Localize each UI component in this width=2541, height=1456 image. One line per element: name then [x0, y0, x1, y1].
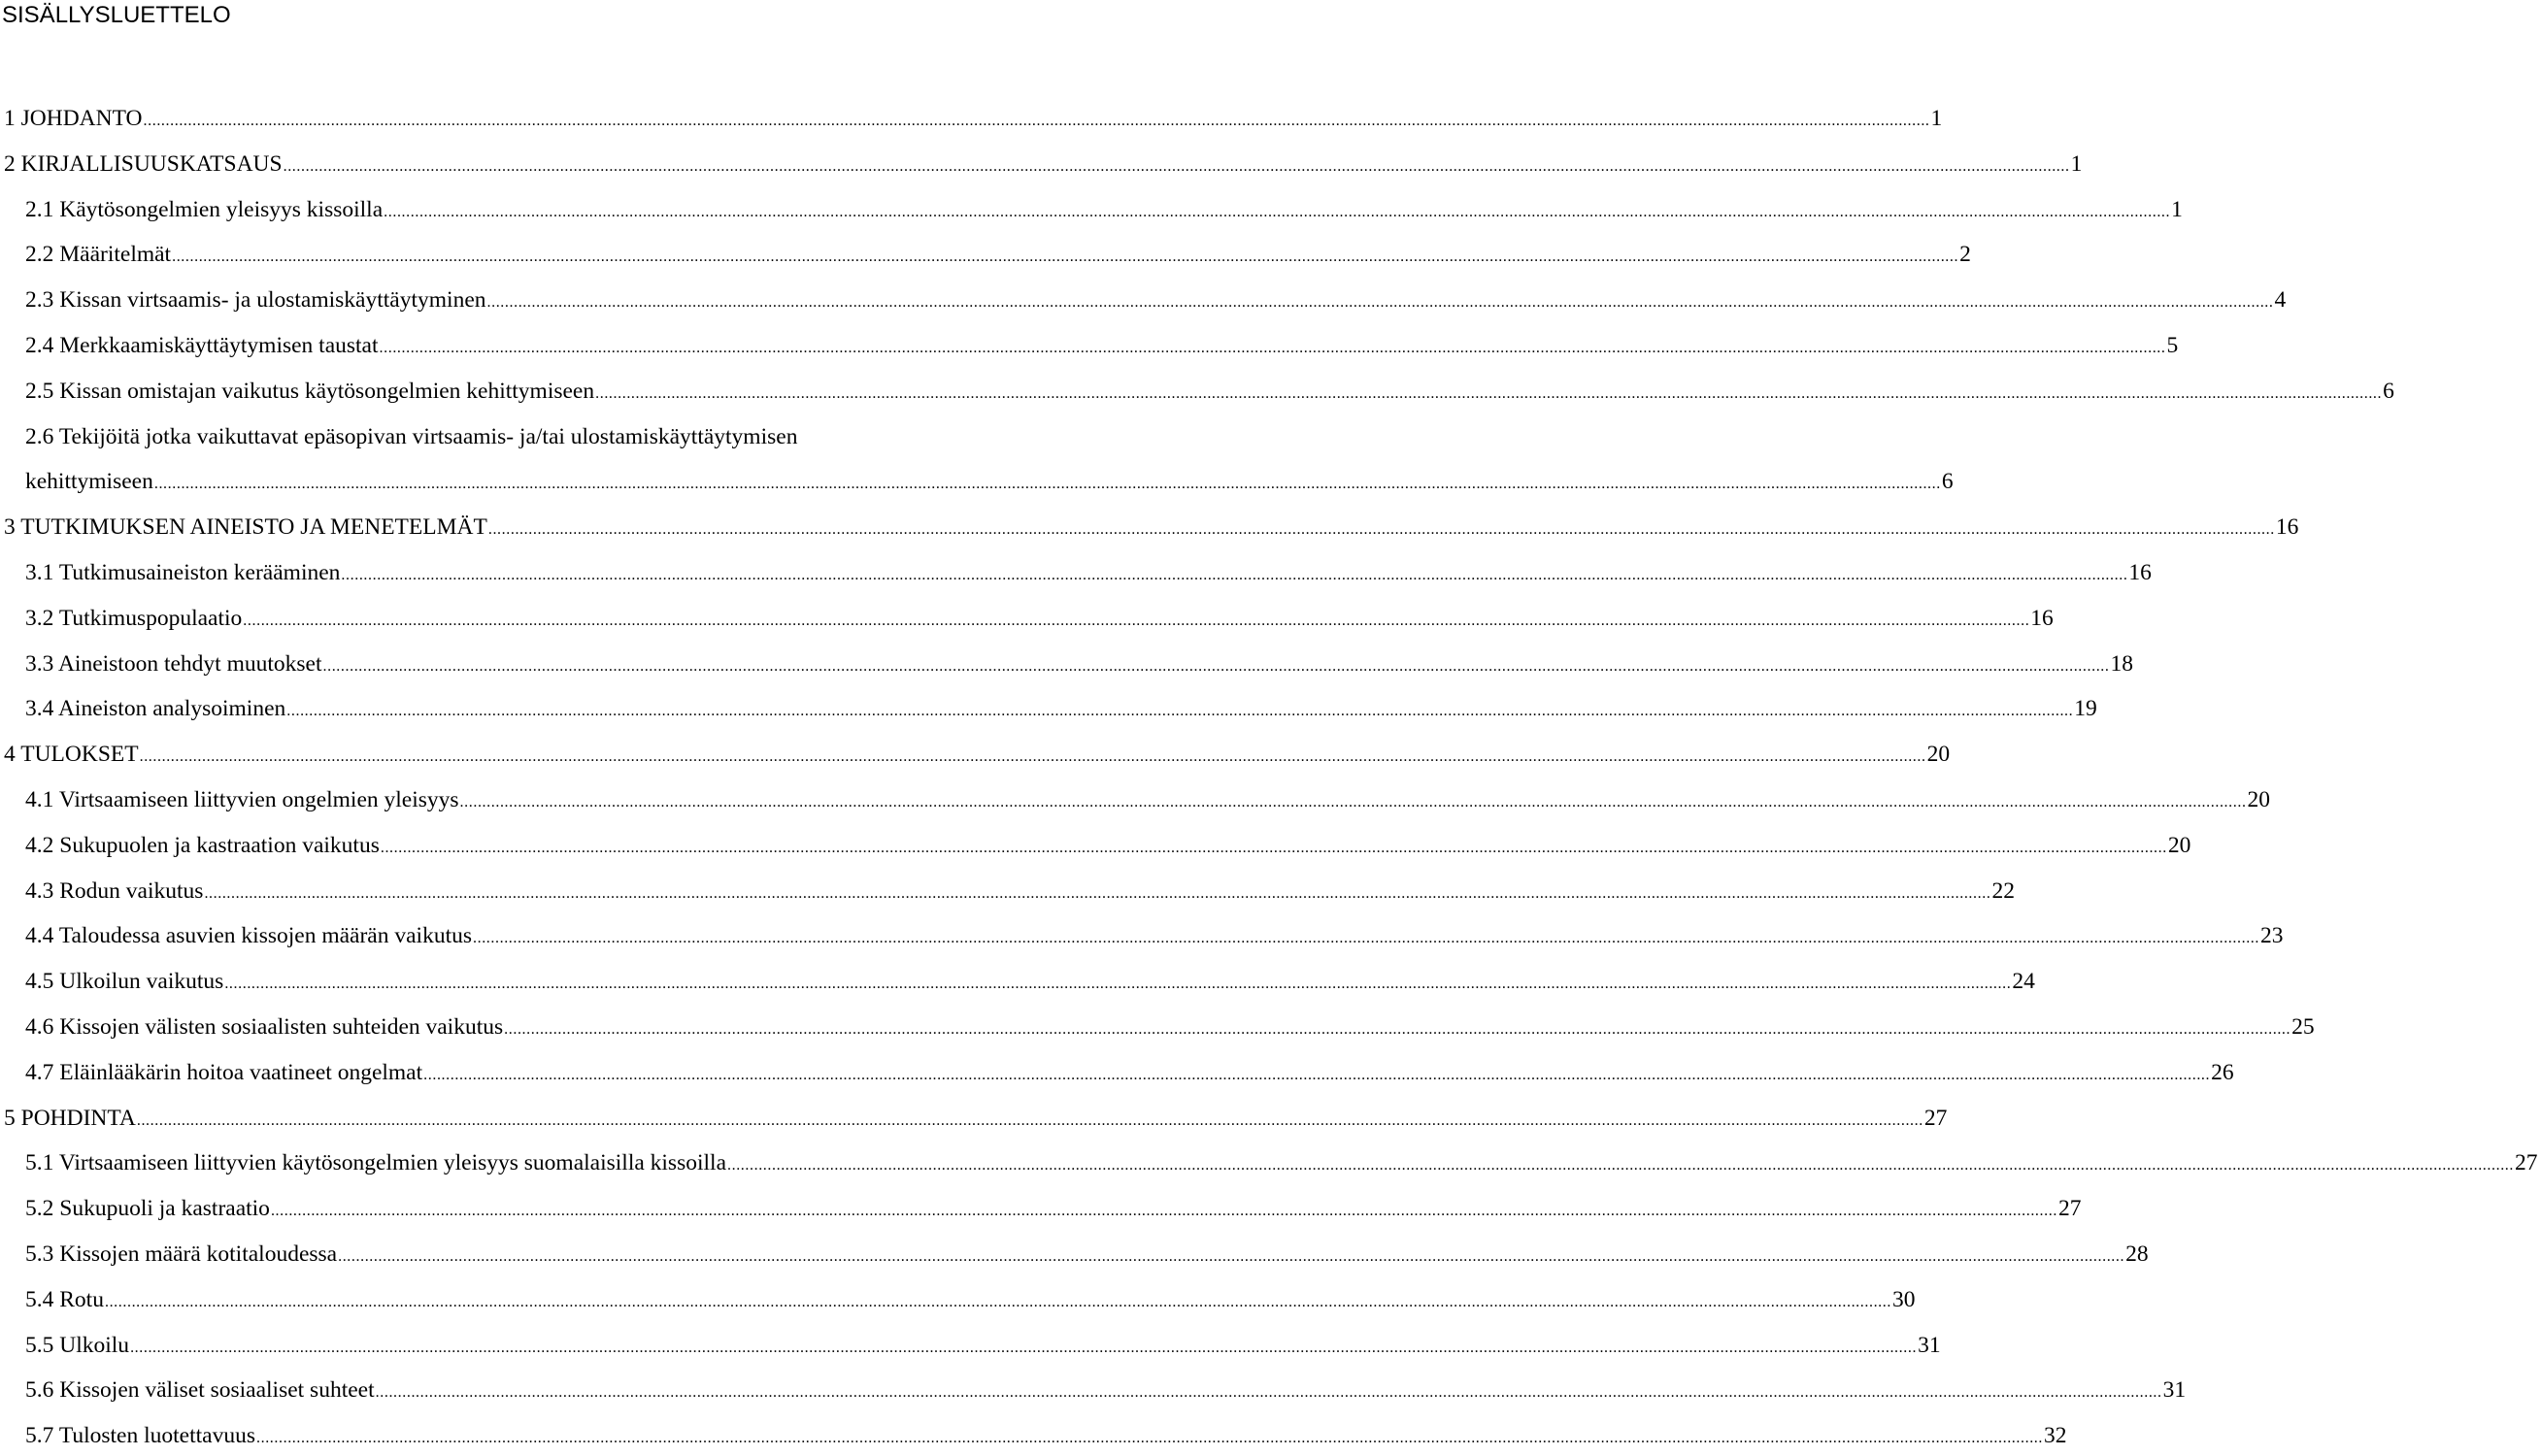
toc-entry-line: [25, 464, 1954, 499]
toc-dot-leader: ................................................................................................................................................................................................................................................................................................................................................................................................................: [486, 294, 2274, 312]
toc-entry: [0, 691, 2097, 726]
toc-entry-line: [4, 1101, 1948, 1136]
toc-entry-line: [25, 1418, 2067, 1453]
toc-dot-leader: ................................................................................................................................................................................................................................................................................................................................................................................................................: [204, 884, 1991, 902]
toc-entry-label: 5.2 Sukupuoli ja kastraatio: [25, 1196, 270, 1222]
toc-dot-leader: ................................................................................................................................................................................................................................................................................................................................................................................................................: [380, 839, 2167, 856]
toc-entry-label: 3.3 Aineistoon tehdyt muutokset: [25, 650, 322, 677]
toc-entry-line: [25, 1282, 1916, 1317]
toc-entry-label: 2.4 Merkkaamiskäyttäytymisen taustat: [25, 333, 379, 358]
toc-dot-leader: ................................................................................................................................................................................................................................................................................................................................................................................................................: [423, 1066, 2211, 1083]
toc-dot-leader: ................................................................................................................................................................................................................................................................................................................................................................................................................: [256, 1430, 2043, 1447]
toc-entry-label: 2.6 Tekijöitä jotka vaikuttavat epäsopivan virtsaamis- ja/tai ulostamiskäyttäytymisen: [25, 423, 798, 449]
toc-entry-label: 2.5 Kissan omistajan vaikutus käytösongelmien kehittymiseen: [25, 378, 595, 404]
toc-dot-leader: ................................................................................................................................................................................................................................................................................................................................................................................................................: [143, 113, 1930, 129]
toc-entry: [0, 510, 2299, 545]
toc-page-number: 32: [2044, 1423, 2067, 1449]
toc-entry: [0, 918, 2284, 953]
toc-entry-label: 5.7 Tulosten luotettavuus: [25, 1423, 255, 1449]
toc-entry: [0, 601, 2054, 636]
toc-dot-leader: ................................................................................................................................................................................................................................................................................................................................................................................................................: [727, 1157, 2514, 1175]
toc-entry: [0, 782, 2271, 817]
toc-page-number: 20: [2167, 832, 2191, 858]
toc-entry: [0, 828, 2191, 863]
toc-entry-line: [25, 1009, 2315, 1044]
toc-entry-label: 5.6 Kissojen väliset sosiaaliset suhteet: [25, 1377, 375, 1404]
toc-entry: [0, 555, 2152, 590]
toc-entry-line: [25, 237, 1971, 272]
toc-entry-label: 3 TUTKIMUKSEN AINEISTO JA MENETELMÄT: [4, 514, 487, 541]
toc-entry-line: [25, 1328, 1941, 1363]
toc-page-number: 6: [1941, 469, 1954, 495]
toc-entry: [0, 1282, 1916, 1317]
toc-page-number: 4: [2274, 287, 2287, 314]
toc-entry-line: [25, 1055, 2234, 1090]
toc-entry-label: 3.1 Tutkimusaineiston kerääminen: [25, 560, 341, 585]
toc-page-number: 1: [2070, 150, 2083, 177]
toc-entry: [0, 874, 2015, 909]
toc-entry-label: 2.3 Kissan virtsaamis- ja ulostamiskäyttäytyminen: [25, 287, 486, 314]
toc-page-number: 16: [2275, 514, 2299, 541]
toc-entry-label: 5.4 Rotu: [25, 1286, 104, 1312]
toc-entry-line: [25, 782, 2271, 817]
toc-page-number: 20: [2247, 787, 2271, 812]
toc-dot-leader: ................................................................................................................................................................................................................................................................................................................................................................................................................: [270, 1203, 2057, 1220]
toc-page-number: 2: [1959, 242, 1971, 268]
toc-entry-label: 4.5 Ulkoilun vaikutus: [25, 969, 224, 995]
toc-entry-line: [25, 1145, 2538, 1180]
toc-entry-label: 4.6 Kissojen välisten sosiaalisten suhteiden vaikutus: [25, 1014, 504, 1040]
toc-dot-leader: ................................................................................................................................................................................................................................................................................................................................................................................................................: [139, 748, 1926, 766]
toc-page-number: 25: [2291, 1014, 2315, 1040]
toc-entry-label: 5.3 Kissojen määrä kotitaloudessa: [25, 1241, 338, 1267]
toc-entry: [0, 147, 2083, 182]
toc-entry-label: 4.1 Virtsaamiseen liittyvien ongelmien yleisyys: [25, 787, 459, 812]
toc-entry: [0, 101, 1943, 136]
toc-page-number: 30: [1891, 1286, 1916, 1312]
toc-entry: [0, 1055, 2234, 1090]
toc-entry-line: [25, 828, 2191, 863]
toc-entry-label: kehittymiseen: [25, 469, 153, 495]
toc-dot-leader: ................................................................................................................................................................................................................................................................................................................................................................................................................: [172, 248, 1959, 266]
toc-dot-leader: ................................................................................................................................................................................................................................................................................................................................................................................................................: [338, 1248, 2125, 1265]
toc-entry-label: 4.2 Sukupuolen ja kastraation vaikutus: [25, 832, 380, 858]
toc-dot-leader: ................................................................................................................................................................................................................................................................................................................................................................................................................: [224, 976, 2012, 993]
toc-entry-line: [25, 1191, 2082, 1226]
toc-page-number: 27: [2515, 1150, 2538, 1176]
toc-entry: [0, 1191, 2082, 1226]
toc-entry: [0, 1101, 1948, 1136]
toc-entry-line: [4, 510, 2299, 545]
toc-page-number: 27: [2057, 1196, 2082, 1222]
toc-dot-leader: ................................................................................................................................................................................................................................................................................................................................................................................................................: [459, 794, 2247, 811]
toc-entry: [0, 237, 1971, 272]
toc-entry: [0, 1328, 1941, 1363]
toc-entry-line: [25, 328, 2179, 363]
toc-page-number: 23: [2260, 923, 2284, 949]
toc-page-number: 28: [2125, 1241, 2149, 1267]
toc-entry-line: [25, 918, 2284, 953]
toc-entry-line: [25, 374, 2394, 409]
toc-entry-line: [4, 101, 1943, 136]
toc-entry: [0, 328, 2179, 363]
toc-page-number: 27: [1923, 1105, 1948, 1131]
toc-entry-line: [25, 1237, 2149, 1272]
toc-entry: [0, 964, 2035, 999]
toc-entry-line: [25, 964, 2035, 999]
toc-dot-leader: ................................................................................................................................................................................................................................................................................................................................................................................................................: [595, 384, 2383, 402]
toc-page-number: 31: [1918, 1332, 1941, 1358]
toc-entry-label: 4.3 Rodun vaikutus: [25, 877, 204, 904]
toc-entry-line: [25, 691, 2097, 726]
toc-page-number: 20: [1926, 742, 1951, 768]
toc-dot-leader: ................................................................................................................................................................................................................................................................................................................................................................................................................: [375, 1384, 2162, 1402]
toc-entry-label: 2 KIRJALLISUUSKATSAUS: [4, 150, 283, 177]
toc-entry: [0, 282, 2287, 317]
toc-page-number: 19: [2074, 696, 2097, 722]
toc-dot-leader: ................................................................................................................................................................................................................................................................................................................................................................................................................: [473, 930, 2259, 947]
toc-entry-label: 4 TULOKSET: [4, 742, 139, 768]
toc-dot-leader: ................................................................................................................................................................................................................................................................................................................................................................................................................: [286, 703, 2074, 720]
toc-page-number: 16: [2030, 605, 2054, 631]
toc-entry-label: 2.2 Määritelmät: [25, 242, 172, 268]
toc-dot-leader: ................................................................................................................................................................................................................................................................................................................................................................................................................: [504, 1021, 2291, 1038]
toc-entry: [0, 646, 2133, 681]
toc-entry-label: 4.4 Taloudessa asuvien kissojen määrän vaikutus: [25, 923, 472, 949]
toc-dot-leader: ................................................................................................................................................................................................................................................................................................................................................................................................................: [130, 1339, 1918, 1356]
toc-entry-label: 3.2 Tutkimuspopulaatio: [25, 605, 243, 631]
toc-entry-line: [25, 646, 2133, 681]
toc-entry-line: [4, 737, 1951, 772]
toc-entry: [0, 374, 2394, 409]
toc-dot-leader: ................................................................................................................................................................................................................................................................................................................................................................................................................: [153, 476, 1941, 493]
toc-page-number: 1: [2171, 196, 2183, 222]
toc-entry-line: [25, 874, 2015, 909]
toc-entry-label: 1 JOHDANTO: [4, 106, 143, 131]
toc-entry-label: 2.1 Käytösongelmien yleisyys kissoilla: [25, 196, 384, 222]
toc-page-number: 31: [2162, 1377, 2187, 1404]
toc-dot-leader: ................................................................................................................................................................................................................................................................................................................................................................................................................: [341, 567, 2128, 583]
toc-page-number: 16: [2128, 560, 2152, 585]
toc-entry: [0, 1145, 2538, 1180]
toc-entry-line: [25, 282, 2287, 317]
toc-entry-line: [25, 419, 932, 454]
toc-entry-line: [25, 601, 2054, 636]
toc-entry: [0, 1237, 2149, 1272]
toc-entry: [0, 464, 1954, 499]
toc-entry-label: 5 POHDINTA: [4, 1105, 136, 1131]
toc-entry-line: [4, 147, 2083, 182]
toc-page-number: 24: [2012, 969, 2035, 995]
toc-dot-leader: ................................................................................................................................................................................................................................................................................................................................................................................................................: [379, 340, 2166, 356]
toc-page-number: 22: [1991, 877, 2015, 904]
toc-page-number: 6: [2383, 378, 2394, 404]
toc-entry: [0, 192, 2183, 227]
toc-entry-label: 4.7 Eläinlääkärin hoitoa vaatineet ongelmat: [25, 1059, 423, 1085]
toc-dot-leader: ................................................................................................................................................................................................................................................................................................................................................................................................................: [104, 1293, 1891, 1310]
toc-entry-line: [25, 1373, 2187, 1407]
toc-entry-label: 5.1 Virtsaamiseen liittyvien käytösongelmien yleisyys suomalaisilla kissoilla: [25, 1150, 726, 1176]
toc-entry: [0, 737, 1951, 772]
toc-entry: [0, 1009, 2315, 1044]
toc-entry: [0, 1373, 2187, 1407]
toc-dot-leader: ................................................................................................................................................................................................................................................................................................................................................................................................................: [322, 657, 2110, 675]
page-title: SISÄLLYSLUETTELO: [2, 2, 231, 28]
toc-entry-label: 3.4 Aineiston analysoiminen: [25, 696, 286, 722]
toc-page-number: 5: [2166, 333, 2179, 358]
toc-dot-leader: ................................................................................................................................................................................................................................................................................................................................................................................................................: [243, 612, 2030, 629]
toc-dot-leader: ................................................................................................................................................................................................................................................................................................................................................................................................................: [487, 521, 2275, 539]
toc-entry: [0, 1418, 2067, 1453]
toc-page-number: 18: [2110, 650, 2133, 677]
toc-entry: [0, 419, 932, 454]
toc-page-number: 1: [1930, 106, 1943, 131]
toc-dot-leader: ................................................................................................................................................................................................................................................................................................................................................................................................................: [384, 203, 2171, 220]
toc-entry-label: 5.5 Ulkoilu: [25, 1332, 130, 1358]
toc-entry-line: [25, 192, 2183, 227]
toc-page-number: 26: [2211, 1059, 2234, 1085]
toc-entry-line: [25, 555, 2152, 590]
toc-dot-leader: ................................................................................................................................................................................................................................................................................................................................................................................................................: [283, 157, 2070, 175]
toc-dot-leader: ................................................................................................................................................................................................................................................................................................................................................................................................................: [136, 1111, 1923, 1129]
